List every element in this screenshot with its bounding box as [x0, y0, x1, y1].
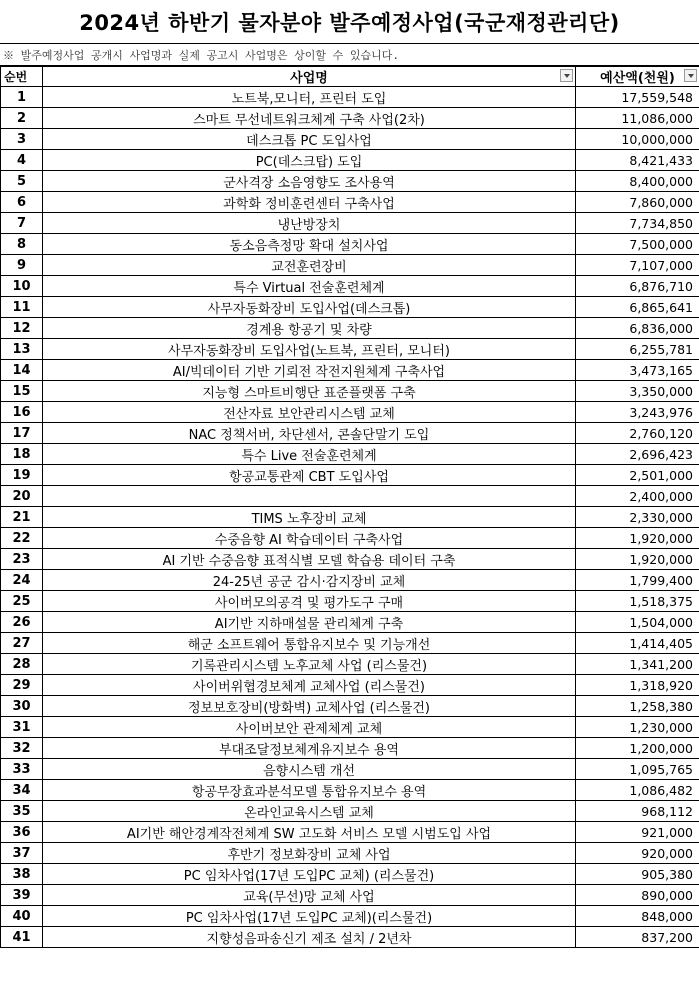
header-row — [1, 67, 699, 87]
budget-amount: 10,000,000 — [576, 129, 699, 150]
project-name: AI기반 해안경계작전체계 SW 고도화 서비스 모델 시범도입 사업 — [43, 822, 576, 843]
project-name: 후반기 정보화장비 교체 사업 — [43, 843, 576, 864]
budget-amount: 1,258,380 — [576, 696, 699, 717]
project-name: 경계용 항공기 및 차량 — [43, 318, 576, 339]
budget-amount: 6,255,781 — [576, 339, 699, 360]
row-number: 1 — [1, 87, 43, 108]
row-number: 23 — [1, 549, 43, 570]
table-row — [1, 549, 699, 570]
table-row — [1, 591, 699, 612]
budget-amount: 7,860,000 — [576, 192, 699, 213]
project-name: PC 임차사업(17년 도입PC 교체)(리스물건) — [43, 906, 576, 927]
row-number: 12 — [1, 318, 43, 339]
table-row — [1, 360, 699, 381]
budget-amount: 8,421,433 — [576, 150, 699, 171]
table-row — [1, 108, 699, 129]
budget-amount: 1,200,000 — [576, 738, 699, 759]
budget-amount: 3,243,976 — [576, 402, 699, 423]
budget-amount: 1,095,765 — [576, 759, 699, 780]
table-row — [1, 318, 699, 339]
project-name: NAC 정책서버, 차단센서, 콘솔단말기 도입 — [43, 423, 576, 444]
row-number: 32 — [1, 738, 43, 759]
table-row — [1, 675, 699, 696]
row-number: 34 — [1, 780, 43, 801]
project-name: TIMS 노후장비 교체 — [43, 507, 576, 528]
project-name: 사이버보안 관제체계 교체 — [43, 717, 576, 738]
project-name: 음향시스템 개선 — [43, 759, 576, 780]
row-number: 36 — [1, 822, 43, 843]
row-number: 30 — [1, 696, 43, 717]
project-name: 데스크톱 PC 도입사업 — [43, 129, 576, 150]
budget-amount: 1,341,200 — [576, 654, 699, 675]
project-name: 특수 Virtual 전술훈련체계 — [43, 276, 576, 297]
budget-amount: 890,000 — [576, 885, 699, 906]
row-number: 13 — [1, 339, 43, 360]
column-header-amount-label: 예산액(천원) — [600, 71, 675, 86]
budget-amount: 6,876,710 — [576, 276, 699, 297]
row-number: 37 — [1, 843, 43, 864]
table-row — [1, 255, 699, 276]
project-name: 지향성음파송신기 제조 설치 / 2년차 — [43, 927, 576, 948]
row-number: 18 — [1, 444, 43, 465]
table-row — [1, 906, 699, 927]
project-name: 사무자동화장비 도입사업(데스크톱) — [43, 297, 576, 318]
project-name: 과학화 정비훈련센터 구축사업 — [43, 192, 576, 213]
row-number: 14 — [1, 360, 43, 381]
row-number: 31 — [1, 717, 43, 738]
project-name: 24-25년 공군 감시·감지장비 교체 — [43, 570, 576, 591]
row-number: 27 — [1, 633, 43, 654]
table-row — [1, 717, 699, 738]
budget-amount: 6,836,000 — [576, 318, 699, 339]
budget-amount: 2,760,120 — [576, 423, 699, 444]
project-name: 사무자동화장비 도입사업(노트북, 프린터, 모니터) — [43, 339, 576, 360]
project-name: 온라인교육시스템 교체 — [43, 801, 576, 822]
row-number: 10 — [1, 276, 43, 297]
table-row — [1, 129, 699, 150]
row-number: 39 — [1, 885, 43, 906]
row-number: 3 — [1, 129, 43, 150]
project-name: 해군 소프트웨어 통합유지보수 및 기능개선 — [43, 633, 576, 654]
row-number: 24 — [1, 570, 43, 591]
budget-amount: 1,920,000 — [576, 549, 699, 570]
budget-amount: 1,920,000 — [576, 528, 699, 549]
project-name: PC(데스크탑) 도입 — [43, 150, 576, 171]
project-name: 특수 Live 전술훈련체계 — [43, 444, 576, 465]
project-name: 기록관리시스템 노후교체 사업 (리스물건) — [43, 654, 576, 675]
table-row — [1, 738, 699, 759]
row-number: 20 — [1, 486, 43, 507]
budget-amount: 1,504,000 — [576, 612, 699, 633]
budget-amount: 2,501,000 — [576, 465, 699, 486]
budget-amount: 1,414,405 — [576, 633, 699, 654]
row-number: 33 — [1, 759, 43, 780]
row-number: 9 — [1, 255, 43, 276]
project-name — [43, 486, 576, 507]
row-number: 25 — [1, 591, 43, 612]
budget-amount: 968,112 — [576, 801, 699, 822]
table-row — [1, 213, 699, 234]
table-row — [1, 423, 699, 444]
table-row — [1, 192, 699, 213]
budget-amount: 3,350,000 — [576, 381, 699, 402]
table-row — [1, 801, 699, 822]
budget-amount: 1,230,000 — [576, 717, 699, 738]
filter-dropdown-icon[interactable] — [684, 69, 697, 82]
project-name: 전산자료 보안관리시스템 교체 — [43, 402, 576, 423]
budget-amount: 1,318,920 — [576, 675, 699, 696]
project-name: 교전훈련장비 — [43, 255, 576, 276]
table-row — [1, 171, 699, 192]
project-table — [0, 66, 699, 948]
table-row — [1, 633, 699, 654]
table-row — [1, 297, 699, 318]
table-row — [1, 507, 699, 528]
budget-amount: 2,330,000 — [576, 507, 699, 528]
column-header-num-label: 순번 — [4, 70, 28, 84]
table-row — [1, 276, 699, 297]
column-header-name-label: 사업명 — [290, 71, 328, 86]
budget-amount: 2,696,423 — [576, 444, 699, 465]
budget-amount: 1,086,482 — [576, 780, 699, 801]
table-row — [1, 339, 699, 360]
table-row — [1, 87, 699, 108]
table-row — [1, 696, 699, 717]
table-row — [1, 780, 699, 801]
row-number: 38 — [1, 864, 43, 885]
budget-amount: 848,000 — [576, 906, 699, 927]
row-number: 17 — [1, 423, 43, 444]
budget-amount: 8,400,000 — [576, 171, 699, 192]
project-name: 스마트 무선네트워크체계 구축 사업(2차) — [43, 108, 576, 129]
filter-dropdown-icon[interactable] — [560, 69, 573, 82]
table-row — [1, 465, 699, 486]
table-row — [1, 150, 699, 171]
row-number: 19 — [1, 465, 43, 486]
project-name: 냉난방장치 — [43, 213, 576, 234]
row-number: 5 — [1, 171, 43, 192]
budget-amount: 7,500,000 — [576, 234, 699, 255]
budget-amount: 11,086,000 — [576, 108, 699, 129]
table-row — [1, 822, 699, 843]
row-number: 35 — [1, 801, 43, 822]
project-name: 동소음측정망 확대 설치사업 — [43, 234, 576, 255]
table-row — [1, 381, 699, 402]
page-title: 2024년 하반기 물자분야 발주예정사업(국군재정관리단) — [0, 0, 699, 44]
project-name: AI/빅데이터 기반 기뢰전 작전지원체계 구축사업 — [43, 360, 576, 381]
row-number: 4 — [1, 150, 43, 171]
budget-amount: 7,734,850 — [576, 213, 699, 234]
row-number: 6 — [1, 192, 43, 213]
budget-amount: 1,799,400 — [576, 570, 699, 591]
row-number: 11 — [1, 297, 43, 318]
row-number: 40 — [1, 906, 43, 927]
table-row — [1, 486, 699, 507]
row-number: 21 — [1, 507, 43, 528]
row-number: 2 — [1, 108, 43, 129]
budget-amount: 6,865,641 — [576, 297, 699, 318]
project-name: 사이버모의공격 및 평가도구 구매 — [43, 591, 576, 612]
row-number: 22 — [1, 528, 43, 549]
disclaimer-note: ※ 발주예정사업 공개시 사업명과 실제 공고시 사업명은 상이할 수 있습니다. — [0, 44, 699, 66]
table-row — [1, 885, 699, 906]
budget-amount: 7,107,000 — [576, 255, 699, 276]
budget-amount: 1,518,375 — [576, 591, 699, 612]
table-row — [1, 234, 699, 255]
project-name: 정보보호장비(방화벽) 교체사업 (리스물건) — [43, 696, 576, 717]
budget-amount: 2,400,000 — [576, 486, 699, 507]
project-name: 군사격장 소음영향도 조사용역 — [43, 171, 576, 192]
column-header-name — [43, 67, 576, 87]
project-name: 부대조달정보체계유지보수 용역 — [43, 738, 576, 759]
project-name: 사이버위협경보체계 교체사업 (리스물건) — [43, 675, 576, 696]
project-name: 항공교통관제 CBT 도입사업 — [43, 465, 576, 486]
budget-amount: 921,000 — [576, 822, 699, 843]
project-name: AI기반 지하매설물 관리체계 구축 — [43, 612, 576, 633]
column-header-amount — [576, 67, 699, 87]
table-row — [1, 654, 699, 675]
project-name: 노트북,모니터, 프린터 도입 — [43, 87, 576, 108]
table-row — [1, 444, 699, 465]
row-number: 7 — [1, 213, 43, 234]
budget-amount: 837,200 — [576, 927, 699, 948]
table-row — [1, 843, 699, 864]
table-row — [1, 402, 699, 423]
table-row — [1, 570, 699, 591]
project-name: AI 기반 수중음향 표적식별 모델 학습용 데이터 구축 — [43, 549, 576, 570]
project-name: 항공무장효과분석모델 통합유지보수 용역 — [43, 780, 576, 801]
budget-amount: 905,380 — [576, 864, 699, 885]
column-header-num — [1, 67, 43, 87]
project-name: PC 임차사업(17년 도입PC 교체) (리스물건) — [43, 864, 576, 885]
table-row — [1, 927, 699, 948]
table-row — [1, 759, 699, 780]
project-name: 지능형 스마트비행단 표준플랫폼 구축 — [43, 381, 576, 402]
row-number: 28 — [1, 654, 43, 675]
budget-amount: 3,473,165 — [576, 360, 699, 381]
row-number: 8 — [1, 234, 43, 255]
row-number: 29 — [1, 675, 43, 696]
budget-amount: 920,000 — [576, 843, 699, 864]
project-name: 교육(무선)망 교체 사업 — [43, 885, 576, 906]
row-number: 15 — [1, 381, 43, 402]
table-row — [1, 612, 699, 633]
table-row — [1, 864, 699, 885]
row-number: 16 — [1, 402, 43, 423]
row-number: 26 — [1, 612, 43, 633]
row-number: 41 — [1, 927, 43, 948]
table-row — [1, 528, 699, 549]
project-name: 수중음향 AI 학습데이터 구축사업 — [43, 528, 576, 549]
budget-amount: 17,559,548 — [576, 87, 699, 108]
